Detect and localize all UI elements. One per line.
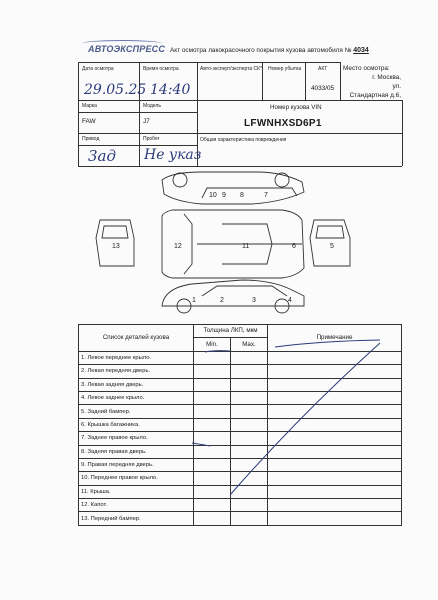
claim-number-label: Номер убытка	[268, 66, 302, 72]
table-row: 2. Левая передняя дверь.	[79, 365, 402, 378]
table-row: 5. Задний бампер.	[79, 405, 402, 418]
col-note: Примечание	[268, 325, 402, 352]
date-value: 29.05.25	[84, 82, 147, 98]
zone-2: 2	[220, 297, 224, 304]
table-row: 1. Левое переднее крыло.	[79, 351, 402, 364]
zone-3: 3	[252, 297, 256, 304]
table-row: 12. Капот.	[79, 499, 402, 512]
col-min: Min.	[194, 338, 231, 351]
col-max: Max.	[231, 338, 268, 351]
zone-10: 10	[209, 192, 217, 199]
zone-5: 5	[330, 243, 334, 250]
zone-13: 13	[112, 243, 120, 250]
company-logo: АВТОЭКСПРЕСС	[88, 44, 165, 54]
brand-value: FAW	[82, 118, 96, 125]
table-row: 3. Левая задняя дверь.	[79, 378, 402, 391]
zone-7: 7	[264, 192, 268, 199]
drive-label: Привод	[82, 136, 100, 142]
drive-value: 3ад	[88, 147, 116, 165]
handwritten-strike-lines	[190, 335, 395, 505]
table-row: 8. Задняя правая дверь.	[79, 445, 402, 458]
car-damage-diagram	[92, 168, 362, 318]
zone-12: 12	[174, 243, 182, 250]
model-label: Модель	[143, 103, 161, 109]
table-row: 10. Переднее правое крыло.	[79, 472, 402, 485]
act-number: 4034	[353, 47, 369, 54]
table-row: 6. Крышка багажника.	[79, 418, 402, 431]
zone-11: 11	[242, 243, 250, 250]
zone-1: 1	[192, 297, 196, 304]
zone-4: 4	[288, 297, 292, 304]
mileage-label: Пробег	[143, 136, 160, 142]
table-row: 9. Правая передняя дверь.	[79, 458, 402, 471]
document-title: Акт осмотра лакокрасочного покрытия кузова автомобиля № 4034	[170, 47, 369, 54]
vin-value: LFWNHXSD6P1	[244, 118, 322, 129]
col-parts: Список деталей кузова	[79, 325, 194, 352]
time-label: Время осмотра	[143, 66, 179, 72]
model-value: J7	[143, 118, 150, 125]
col-thickness: Толщина ЛКП, мкм	[194, 325, 268, 338]
zone-8: 8	[240, 192, 244, 199]
expert-label: Авто-эксперт/эксперта СК*	[200, 66, 263, 72]
mileage-value: Не указ	[144, 147, 202, 163]
table-row: 11. Крыша.	[79, 485, 402, 498]
time-value: 14:40	[150, 82, 191, 98]
table-row: 4. Левое заднее крыло.	[79, 391, 402, 404]
act-value: 4033/05	[311, 85, 335, 92]
table-row: 13. Передний бампер.	[79, 512, 402, 525]
brand-label: Марка	[82, 103, 97, 109]
zone-6: 6	[292, 243, 296, 250]
general-characteristic-label: Общая характеристика повреждения	[200, 137, 287, 143]
inspection-place: Место осмотра: г. Москва, ул. Стандартная д.6,	[343, 65, 401, 99]
zone-9: 9	[222, 192, 226, 199]
vin-label: Номер кузова VIN	[270, 104, 322, 111]
date-label: Дата осмотра	[82, 66, 114, 72]
table-row: 7. Заднее правое крыло.	[79, 432, 402, 445]
act-label: АКТ	[318, 66, 328, 72]
